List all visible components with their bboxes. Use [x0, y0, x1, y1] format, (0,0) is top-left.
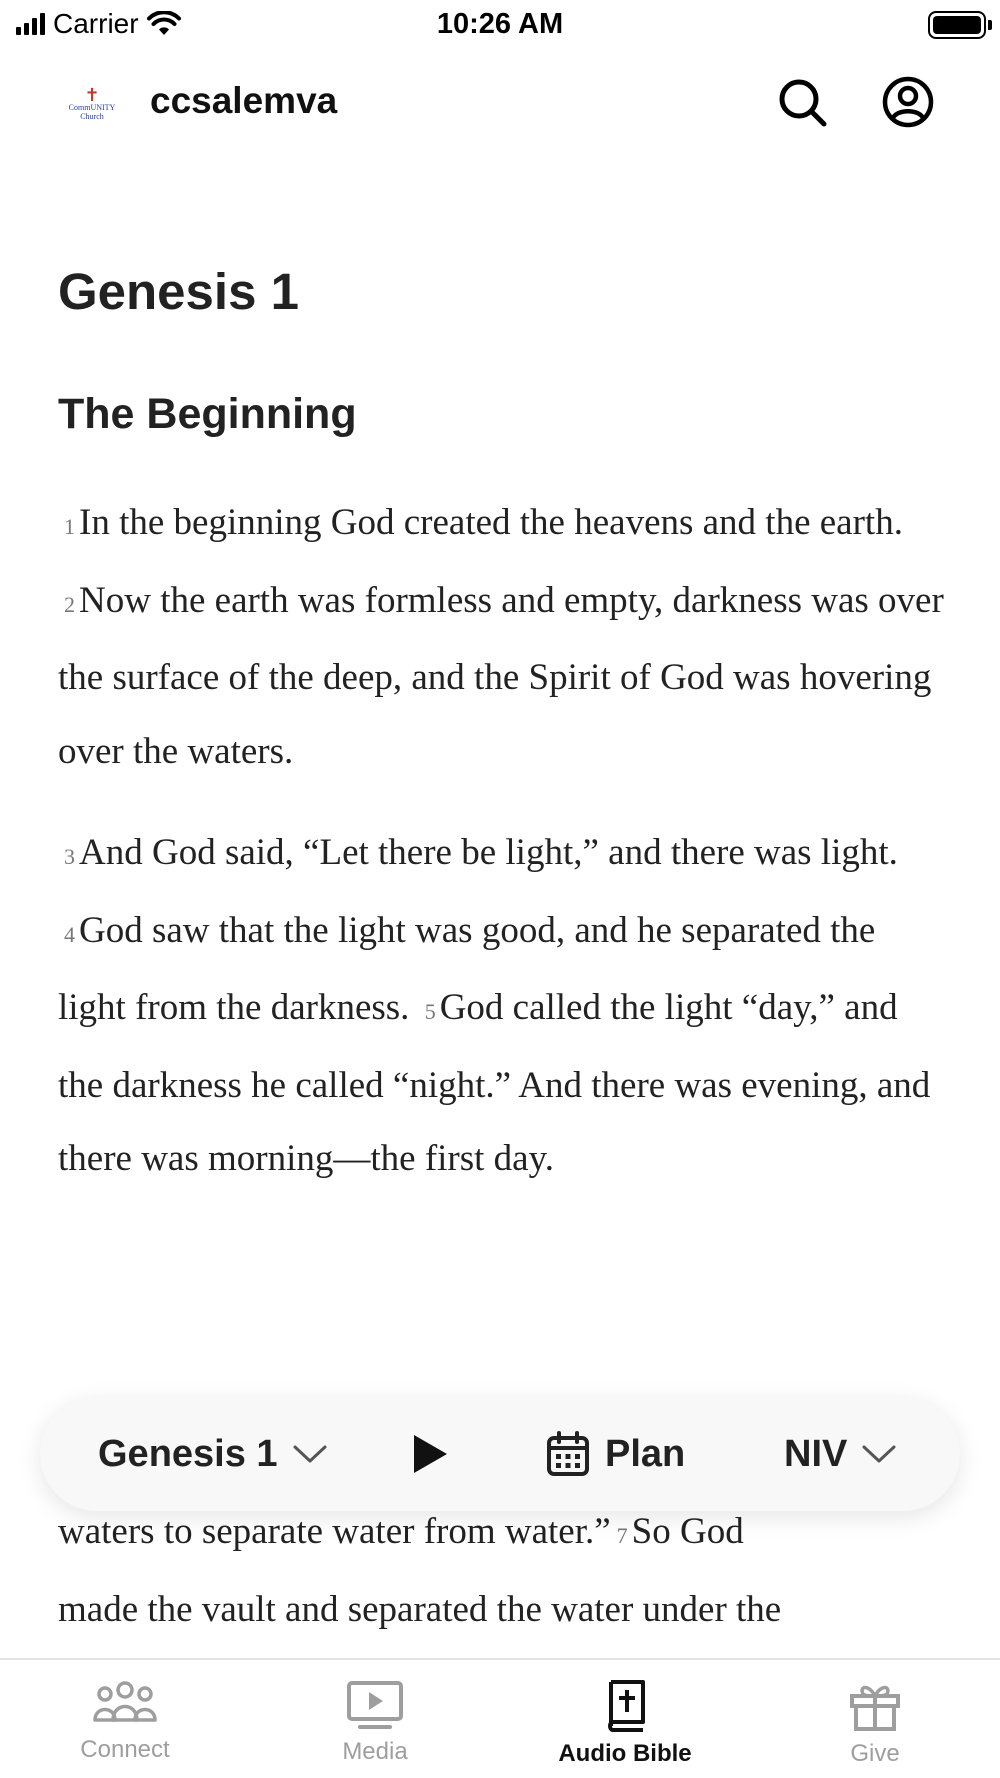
version-selector[interactable]	[784, 1397, 897, 1511]
tab-connect-label: Connect	[80, 1736, 170, 1763]
verse-number[interactable]: 7	[616, 1523, 628, 1548]
chapter-selector-label: Genesis 1	[98, 1432, 278, 1475]
calendar-icon	[545, 1431, 591, 1477]
chevron-down-icon	[292, 1443, 328, 1465]
tab-audio-bible-label: Audio Bible	[558, 1740, 692, 1767]
verse-text-line[interactable]: made the vault and separated the water under the	[58, 1588, 782, 1630]
logo-text-2: Church	[80, 112, 104, 121]
battery-icon	[928, 11, 986, 39]
tab-media-label: Media	[342, 1738, 408, 1765]
chapter-selector[interactable]	[98, 1397, 328, 1511]
tab-media[interactable]	[250, 1680, 500, 1766]
scripture-paragraph	[58, 816, 948, 1196]
verse-number[interactable]: 2	[64, 591, 75, 617]
play-button[interactable]	[410, 1397, 450, 1511]
verse-text[interactable]: Now the earth was formless and empty, darkness was over the surface of the deep, and the Spirit of God was hovering over the waters.	[58, 579, 944, 772]
status-time: 10:26 AM	[436, 8, 564, 40]
verse-number[interactable]: 4	[64, 921, 75, 947]
plan-label: Plan	[605, 1432, 686, 1475]
tab-connect[interactable]	[0, 1680, 250, 1764]
tab-give-label: Give	[850, 1740, 900, 1767]
verse-text[interactable]: So God	[631, 1511, 744, 1552]
scripture-paragraph	[58, 486, 948, 788]
version-label: NIV	[784, 1432, 848, 1475]
battery-cap	[988, 20, 992, 30]
status-bar	[0, 0, 1000, 50]
audio-player-bar	[40, 1397, 960, 1511]
app-title: ccsalemva	[150, 80, 338, 121]
logo-cross-icon: ✝	[84, 85, 100, 105]
people-icon	[93, 1680, 157, 1728]
tab-bar	[0, 1658, 1000, 1778]
logo-text-1: CommUNITY	[68, 103, 116, 112]
chapter-title: Genesis 1	[58, 263, 299, 320]
gift-icon	[849, 1680, 901, 1732]
verse-number[interactable]: 1	[64, 514, 75, 539]
scripture-continuation	[58, 1495, 958, 1646]
church-logo[interactable]	[64, 76, 120, 132]
scripture-content	[58, 260, 948, 1196]
verse-number[interactable]: 3	[64, 844, 75, 869]
carrier-label: Carrier	[53, 8, 139, 39]
verse-text[interactable]: God called the light “day,” and the darkness he called “night.” And there was evening, and there was morning—the first day.	[58, 987, 931, 1179]
bible-icon	[603, 1680, 647, 1732]
search-button[interactable]	[776, 76, 828, 128]
play-icon	[410, 1432, 450, 1476]
profile-icon	[882, 76, 934, 128]
tab-audio-bible[interactable]	[500, 1680, 750, 1768]
verse-text[interactable]: God saw that the light was good, and he separated the light from the darkness.	[58, 909, 876, 1028]
verse-number[interactable]: 5	[424, 999, 436, 1024]
verse-text[interactable]: In the beginning God created the heavens and the earth.	[79, 502, 903, 543]
search-icon	[776, 76, 828, 128]
plan-button[interactable]	[545, 1397, 685, 1511]
tab-give[interactable]	[750, 1680, 1000, 1768]
chevron-down-icon	[861, 1443, 897, 1465]
profile-button[interactable]	[882, 76, 934, 128]
media-icon	[346, 1680, 404, 1730]
verse-text[interactable]: waters to separate water from water.”	[58, 1511, 611, 1552]
section-heading: The Beginning	[58, 390, 357, 438]
app-header	[0, 60, 1000, 144]
verse-text[interactable]: And God said, “Let there be light,” and there was light.	[79, 832, 898, 873]
